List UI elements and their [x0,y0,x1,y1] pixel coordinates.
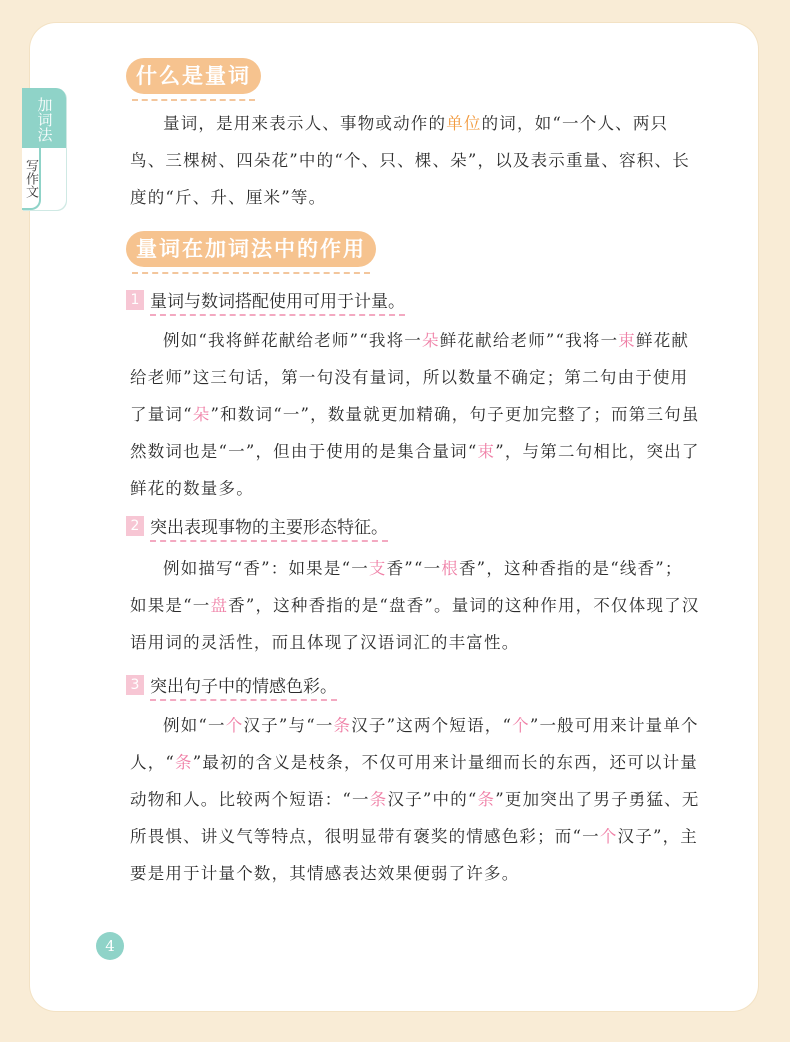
text-run: ”更加突出了男子勇猛、无所畏惧、讲义气等特点，很明显带有褒奖的情感色彩；而“一 [130,790,700,846]
numbered-heading-2 [126,513,388,539]
highlighted-word: 条 [175,753,193,772]
highlighted-word: 个 [599,827,618,846]
highlighted-word: 单位 [446,114,482,133]
side-tab-bottom: 写作文 [22,148,41,210]
numbered-heading-text: 突出句子中的情感色彩。 [150,677,337,701]
numbered-heading-3 [126,672,337,698]
highlighted-word: 束 [477,442,496,461]
highlighted-word: 朵 [422,331,440,350]
side-tab [22,88,66,210]
highlighted-word: 盘 [210,596,229,615]
section-title-text: 什么是量词 [136,64,251,88]
highlighted-word: 条 [477,790,496,809]
text-run: ”和数词“一”，数量就更加精确，句子更加完整了；而第三句虽然数词也是“一”，但由于使用的是集合量词“ [130,405,700,461]
section-title-what-is-measure-word [126,58,261,94]
item2-paragraph [130,550,700,661]
text-run: 汉子”与“一 [243,716,334,735]
highlighted-word: 条 [369,790,388,809]
page-number: 4 [96,932,124,960]
number-badge: 3 [126,675,144,695]
item3-paragraph [130,707,700,892]
highlighted-word: 束 [618,331,636,350]
text-run: 量词，是用来表示人、事物或动作的 [163,114,447,133]
text-run: 鲜花献给老师”“我将一 [439,331,619,350]
side-tab-top: 加词法 [22,88,66,148]
text-run: ”一般可用来计量单个人，“ [130,716,699,772]
text-run: ”，与第二句相比，突出了鲜花的数量多。 [130,442,700,498]
highlighted-word: 支 [368,559,387,578]
highlighted-word: 条 [333,716,352,735]
section1-paragraph [130,105,700,216]
text-run: 例如描写“香”：如果是“一 [163,559,369,578]
text-run: 例如“一 [163,716,226,735]
text-run: 汉子”，主要是用于计量个数，其情感表达效果便弱了许多。 [130,827,698,883]
numbered-heading-text: 量词与数词搭配使用可用于计量。 [150,292,405,316]
numbered-heading-1 [126,287,405,313]
section-title-text: 量词在加词法中的作用 [136,237,366,261]
numbered-heading-text: 突出表现事物的主要形态特征。 [150,518,388,542]
title-dashed-underline [132,266,370,274]
text-run: 的词，如“一个人、两只鸟、三棵树、四朵花”中的“个、只、棵、朵”，以及表示重量、容积、长度的“斤、升、厘米”等。 [130,114,690,207]
section-title-role-of-measure-words [126,231,376,267]
text-run: 鲜花献给老师”这三句话，第一句没有量词，所以数量不确定；第二句由于使用了量词“ [130,331,690,424]
highlighted-word: 朵 [192,405,211,424]
number-badge: 2 [126,516,144,536]
item1-paragraph [130,322,700,507]
text-run: 汉子”这两个短语，“ [351,716,513,735]
highlighted-word: 个 [225,716,244,735]
number-badge: 1 [126,290,144,310]
text-run: 香”，这种香指的是“盘香”。量词的这种作用，不仅体现了汉语用词的灵活性，而且体现了汉语词汇的丰富性。 [130,596,700,652]
title-dashed-underline [132,93,255,101]
text-run: 例如“我将鲜花献给老师”“我将一 [163,331,423,350]
highlighted-word: 个 [512,716,530,735]
text-run: 汉子”中的“ [387,790,478,809]
highlighted-word: 根 [441,559,459,578]
text-run: ”最初的含义是枝条，不仅可用来计量细而长的东西，还可以计量动物和人。比较两个短语：“一 [130,753,698,809]
text-run: 香”“一 [386,559,442,578]
text-run: 香”，这种香指的是“线香”；如果是“一 [130,559,683,615]
